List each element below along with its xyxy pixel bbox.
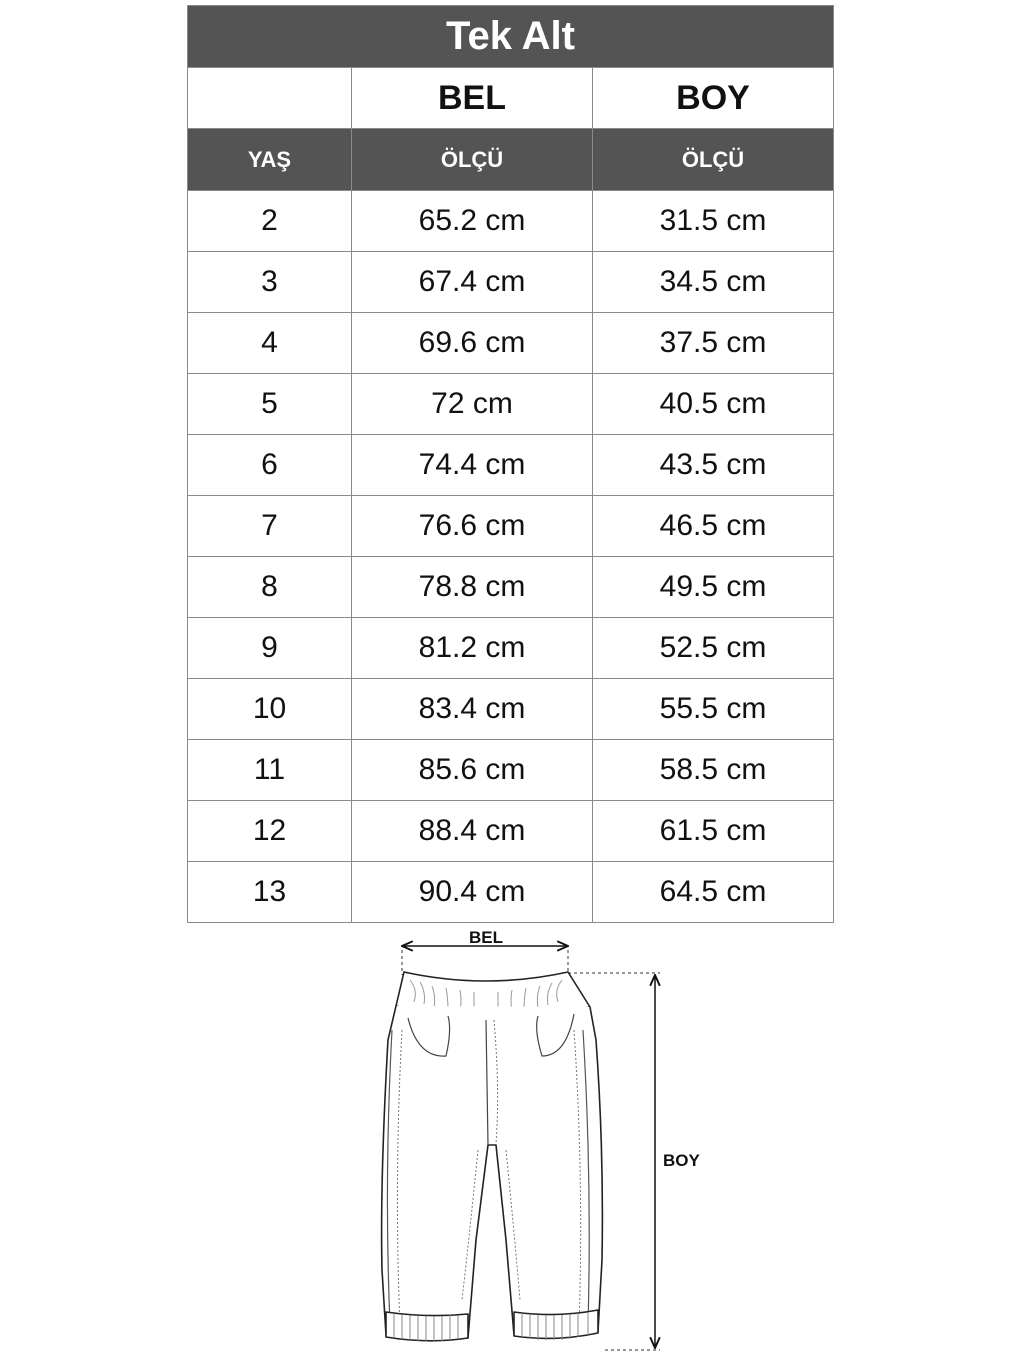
cell-age: 5 (188, 374, 352, 435)
table-row (188, 862, 834, 923)
length-label: BOY (663, 1151, 700, 1170)
cell-age: 11 (188, 740, 352, 801)
waist-dimension (402, 928, 568, 975)
cell-waist: 90.4 cm (352, 862, 593, 923)
table-title: Tek Alt (188, 6, 834, 68)
cell-length: 40.5 cm (593, 374, 834, 435)
cell-length: 37.5 cm (593, 313, 834, 374)
subheader-age: YAŞ (188, 129, 352, 191)
cell-age: 3 (188, 252, 352, 313)
cell-waist: 67.4 cm (352, 252, 593, 313)
subheader-waist: ÖLÇÜ (352, 129, 593, 191)
subheader-length: ÖLÇÜ (593, 129, 834, 191)
cell-length: 52.5 cm (593, 618, 834, 679)
waist-label: BEL (469, 928, 503, 947)
header-blank (188, 68, 352, 129)
cell-waist: 88.4 cm (352, 801, 593, 862)
length-dimension (568, 973, 701, 1350)
cell-age: 6 (188, 435, 352, 496)
cell-age: 2 (188, 191, 352, 252)
cell-length: 61.5 cm (593, 801, 834, 862)
cell-age: 8 (188, 557, 352, 618)
column-header-row (188, 68, 834, 129)
cell-waist: 78.8 cm (352, 557, 593, 618)
pants-icon (382, 972, 603, 1341)
cell-length: 31.5 cm (593, 191, 834, 252)
cell-waist: 69.6 cm (352, 313, 593, 374)
column-subheader-row (188, 129, 834, 191)
cell-age: 10 (188, 679, 352, 740)
table-row (188, 252, 834, 313)
cell-waist: 76.6 cm (352, 496, 593, 557)
table-row (188, 313, 834, 374)
table-row (188, 557, 834, 618)
cell-waist: 74.4 cm (352, 435, 593, 496)
cell-waist: 81.2 cm (352, 618, 593, 679)
cell-length: 49.5 cm (593, 557, 834, 618)
cell-waist: 72 cm (352, 374, 593, 435)
table-row (188, 679, 834, 740)
header-length: BOY (593, 68, 834, 129)
cell-age: 12 (188, 801, 352, 862)
cell-length: 46.5 cm (593, 496, 834, 557)
cell-length: 64.5 cm (593, 862, 834, 923)
table-body (188, 191, 834, 923)
cell-waist: 65.2 cm (352, 191, 593, 252)
header-waist: BEL (352, 68, 593, 129)
table-row (188, 496, 834, 557)
cell-length: 58.5 cm (593, 740, 834, 801)
cell-age: 4 (188, 313, 352, 374)
cell-age: 13 (188, 862, 352, 923)
table-row (188, 801, 834, 862)
cell-age: 7 (188, 496, 352, 557)
cell-waist: 83.4 cm (352, 679, 593, 740)
cell-length: 43.5 cm (593, 435, 834, 496)
cell-waist: 85.6 cm (352, 740, 593, 801)
cell-length: 55.5 cm (593, 679, 834, 740)
table-row (188, 435, 834, 496)
table-row (188, 618, 834, 679)
table-row (188, 191, 834, 252)
table-row (188, 740, 834, 801)
table-title-row (188, 6, 834, 68)
size-chart-table (187, 5, 834, 923)
cell-length: 34.5 cm (593, 252, 834, 313)
cell-age: 9 (188, 618, 352, 679)
table-row (188, 374, 834, 435)
